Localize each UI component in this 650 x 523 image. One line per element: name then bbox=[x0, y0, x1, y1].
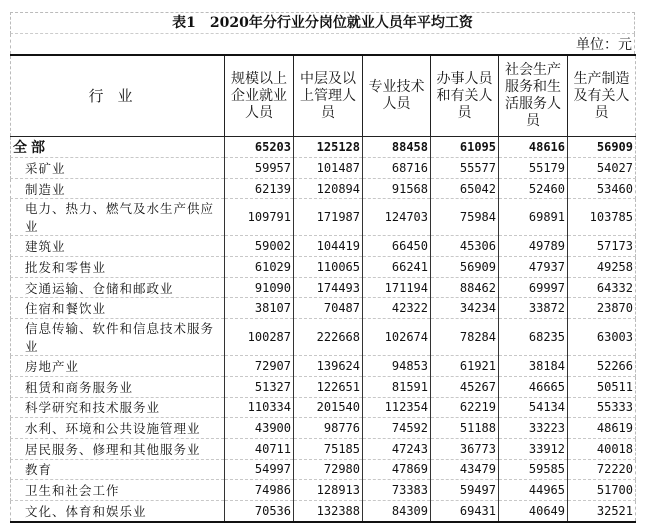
spreadsheet bbox=[10, 12, 635, 523]
wage-cell[interactable]: 104419 bbox=[294, 236, 363, 257]
wage-cell[interactable]: 47243 bbox=[363, 438, 431, 459]
industry-cell[interactable]: 住宿和餐饮业 bbox=[11, 298, 225, 319]
column-header[interactable]: 中层及以上管理人员 bbox=[294, 55, 363, 137]
table-row bbox=[11, 298, 636, 319]
wage-cell[interactable]: 128913 bbox=[294, 480, 363, 501]
wage-cell[interactable]: 43479 bbox=[431, 459, 499, 480]
wage-cell[interactable]: 66450 bbox=[363, 236, 431, 257]
wage-cell[interactable]: 125128 bbox=[294, 137, 363, 158]
wage-cell[interactable]: 84309 bbox=[363, 500, 431, 521]
wage-cell[interactable]: 55179 bbox=[499, 158, 568, 179]
wage-cell[interactable]: 72220 bbox=[568, 459, 636, 480]
wage-cell[interactable]: 109791 bbox=[225, 199, 294, 236]
wage-cell[interactable]: 57173 bbox=[568, 236, 636, 257]
table-body bbox=[11, 137, 636, 522]
column-header[interactable]: 办事人员和有关人员 bbox=[431, 55, 499, 137]
wage-cell[interactable]: 66241 bbox=[363, 257, 431, 278]
wage-cell[interactable]: 59497 bbox=[431, 480, 499, 501]
table-row bbox=[11, 178, 636, 199]
wage-cell[interactable]: 55333 bbox=[568, 397, 636, 418]
wage-cell[interactable]: 56909 bbox=[431, 257, 499, 278]
wage-cell[interactable]: 68235 bbox=[499, 319, 568, 356]
industry-cell[interactable]: 批发和零售业 bbox=[11, 257, 225, 278]
wage-cell[interactable]: 52460 bbox=[499, 178, 568, 199]
wage-cell[interactable]: 33912 bbox=[499, 438, 568, 459]
wage-cell[interactable]: 88458 bbox=[363, 137, 431, 158]
industry-cell[interactable]: 建筑业 bbox=[11, 236, 225, 257]
wage-cell[interactable]: 64332 bbox=[568, 277, 636, 298]
wage-cell[interactable]: 81591 bbox=[363, 376, 431, 397]
wage-cell[interactable]: 32521 bbox=[568, 500, 636, 521]
wage-cell[interactable]: 70536 bbox=[225, 500, 294, 521]
wage-cell[interactable]: 120894 bbox=[294, 178, 363, 199]
wage-cell[interactable]: 45267 bbox=[431, 376, 499, 397]
wage-cell[interactable]: 174493 bbox=[294, 277, 363, 298]
table-row bbox=[11, 158, 636, 179]
table-row bbox=[11, 480, 636, 501]
table-row bbox=[11, 397, 636, 418]
wage-cell[interactable]: 33223 bbox=[499, 418, 568, 439]
unit-label: 单位：元 bbox=[10, 34, 635, 54]
header-row bbox=[11, 55, 636, 137]
industry-cell[interactable]: 水利、环境和公共设施管理业 bbox=[11, 418, 225, 439]
industry-cell[interactable]: 租赁和商务服务业 bbox=[11, 376, 225, 397]
table-title: 表1 2020年分行业分岗位就业人员年平均工资 bbox=[10, 12, 635, 34]
table-row bbox=[11, 418, 636, 439]
industry-cell[interactable]: 科学研究和技术服务业 bbox=[11, 397, 225, 418]
wage-cell[interactable]: 47869 bbox=[363, 459, 431, 480]
wage-cell[interactable]: 53460 bbox=[568, 178, 636, 199]
industry-cell[interactable]: 交通运输、仓储和邮政业 bbox=[11, 277, 225, 298]
wage-cell[interactable]: 49258 bbox=[568, 257, 636, 278]
table-row bbox=[11, 376, 636, 397]
wage-cell[interactable]: 69431 bbox=[431, 500, 499, 521]
table-row bbox=[11, 319, 636, 356]
wage-cell[interactable]: 36773 bbox=[431, 438, 499, 459]
wage-cell[interactable]: 59957 bbox=[225, 158, 294, 179]
wage-cell[interactable]: 73383 bbox=[363, 480, 431, 501]
wage-cell[interactable]: 55577 bbox=[431, 158, 499, 179]
wage-cell[interactable]: 65203 bbox=[225, 137, 294, 158]
wage-cell[interactable]: 75984 bbox=[431, 199, 499, 236]
table-row bbox=[11, 438, 636, 459]
wage-cell[interactable]: 100287 bbox=[225, 319, 294, 356]
wage-cell[interactable]: 171987 bbox=[294, 199, 363, 236]
wage-cell[interactable]: 69891 bbox=[499, 199, 568, 236]
wage-cell[interactable]: 70487 bbox=[294, 298, 363, 319]
wage-cell[interactable]: 94853 bbox=[363, 356, 431, 377]
wage-cell[interactable]: 98776 bbox=[294, 418, 363, 439]
wage-cell[interactable]: 49789 bbox=[499, 236, 568, 257]
wage-cell[interactable]: 61921 bbox=[431, 356, 499, 377]
industry-cell[interactable]: 文化、体育和娱乐业 bbox=[11, 500, 225, 521]
wage-cell[interactable]: 48619 bbox=[568, 418, 636, 439]
wage-cell[interactable]: 47937 bbox=[499, 257, 568, 278]
industry-cell[interactable]: 制造业 bbox=[11, 178, 225, 199]
wage-cell[interactable]: 88462 bbox=[431, 277, 499, 298]
wage-cell[interactable]: 52266 bbox=[568, 356, 636, 377]
wage-cell[interactable]: 59585 bbox=[499, 459, 568, 480]
wage-cell[interactable]: 63003 bbox=[568, 319, 636, 356]
wage-cell[interactable]: 48616 bbox=[499, 137, 568, 158]
column-header[interactable]: 专业技术人员 bbox=[363, 55, 431, 137]
wage-cell[interactable]: 74986 bbox=[225, 480, 294, 501]
table-row bbox=[11, 257, 636, 278]
table-row bbox=[11, 199, 636, 236]
table-row bbox=[11, 277, 636, 298]
column-header[interactable]: 生产制造及有关人员 bbox=[568, 55, 636, 137]
wage-cell[interactable]: 61095 bbox=[431, 137, 499, 158]
wage-cell[interactable]: 72980 bbox=[294, 459, 363, 480]
wage-cell[interactable]: 54027 bbox=[568, 158, 636, 179]
wage-cell[interactable]: 54134 bbox=[499, 397, 568, 418]
wage-cell[interactable]: 62219 bbox=[431, 397, 499, 418]
wage-cell[interactable]: 59002 bbox=[225, 236, 294, 257]
wage-cell[interactable]: 34234 bbox=[431, 298, 499, 319]
wage-cell[interactable]: 61029 bbox=[225, 257, 294, 278]
wage-cell[interactable]: 201540 bbox=[294, 397, 363, 418]
wage-cell[interactable]: 51327 bbox=[225, 376, 294, 397]
wage-cell[interactable]: 91090 bbox=[225, 277, 294, 298]
table-row bbox=[11, 356, 636, 377]
wage-table bbox=[10, 54, 636, 523]
table-row bbox=[11, 236, 636, 257]
wage-cell[interactable]: 72907 bbox=[225, 356, 294, 377]
wage-cell[interactable]: 110334 bbox=[225, 397, 294, 418]
industry-cell[interactable]: 信息传输、软件和信息技术服务业 bbox=[11, 319, 225, 356]
wage-cell[interactable]: 69997 bbox=[499, 277, 568, 298]
wage-cell[interactable]: 56909 bbox=[568, 137, 636, 158]
wage-cell[interactable]: 222668 bbox=[294, 319, 363, 356]
industry-cell[interactable]: 电力、热力、燃气及水生产供应业 bbox=[11, 199, 225, 236]
industry-cell[interactable]: 卫生和社会工作 bbox=[11, 480, 225, 501]
wage-cell[interactable]: 139624 bbox=[294, 356, 363, 377]
wage-cell[interactable]: 40018 bbox=[568, 438, 636, 459]
wage-cell[interactable]: 44965 bbox=[499, 480, 568, 501]
industry-cell[interactable]: 房地产业 bbox=[11, 356, 225, 377]
wage-cell[interactable]: 171194 bbox=[363, 277, 431, 298]
table-row bbox=[11, 500, 636, 521]
wage-cell[interactable]: 46665 bbox=[499, 376, 568, 397]
column-header[interactable]: 社会生产服务和生活服务人员 bbox=[499, 55, 568, 137]
wage-cell[interactable]: 40711 bbox=[225, 438, 294, 459]
wage-cell[interactable]: 42322 bbox=[363, 298, 431, 319]
wage-cell[interactable]: 122651 bbox=[294, 376, 363, 397]
industry-cell[interactable]: 全部 bbox=[11, 137, 225, 158]
wage-cell[interactable]: 43900 bbox=[225, 418, 294, 439]
wage-cell[interactable]: 33872 bbox=[499, 298, 568, 319]
table-row bbox=[11, 459, 636, 480]
industry-cell[interactable]: 教育 bbox=[11, 459, 225, 480]
wage-cell[interactable]: 54997 bbox=[225, 459, 294, 480]
wage-cell[interactable]: 78284 bbox=[431, 319, 499, 356]
wage-cell[interactable]: 40649 bbox=[499, 500, 568, 521]
wage-cell[interactable]: 124703 bbox=[363, 199, 431, 236]
wage-cell[interactable]: 101487 bbox=[294, 158, 363, 179]
wage-cell[interactable]: 110065 bbox=[294, 257, 363, 278]
wage-cell[interactable]: 68716 bbox=[363, 158, 431, 179]
wage-cell[interactable]: 51188 bbox=[431, 418, 499, 439]
industry-cell[interactable]: 居民服务、修理和其他服务业 bbox=[11, 438, 225, 459]
wage-cell[interactable]: 45306 bbox=[431, 236, 499, 257]
column-header[interactable]: 规模以上企业就业人员 bbox=[225, 55, 294, 137]
wage-cell[interactable]: 103785 bbox=[568, 199, 636, 236]
wage-cell[interactable]: 62139 bbox=[225, 178, 294, 199]
wage-cell[interactable]: 74592 bbox=[363, 418, 431, 439]
wage-cell[interactable]: 91568 bbox=[363, 178, 431, 199]
table-row-total bbox=[11, 137, 636, 158]
column-header-industry[interactable]: 行业 bbox=[11, 55, 225, 137]
wage-cell[interactable]: 51700 bbox=[568, 480, 636, 501]
wage-cell[interactable]: 38184 bbox=[499, 356, 568, 377]
industry-cell[interactable]: 采矿业 bbox=[11, 158, 225, 179]
wage-cell[interactable]: 23870 bbox=[568, 298, 636, 319]
wage-cell[interactable]: 112354 bbox=[363, 397, 431, 418]
wage-cell[interactable]: 65042 bbox=[431, 178, 499, 199]
wage-cell[interactable]: 75185 bbox=[294, 438, 363, 459]
wage-cell[interactable]: 132388 bbox=[294, 500, 363, 521]
wage-cell[interactable]: 50511 bbox=[568, 376, 636, 397]
wage-cell[interactable]: 38107 bbox=[225, 298, 294, 319]
wage-cell[interactable]: 102674 bbox=[363, 319, 431, 356]
